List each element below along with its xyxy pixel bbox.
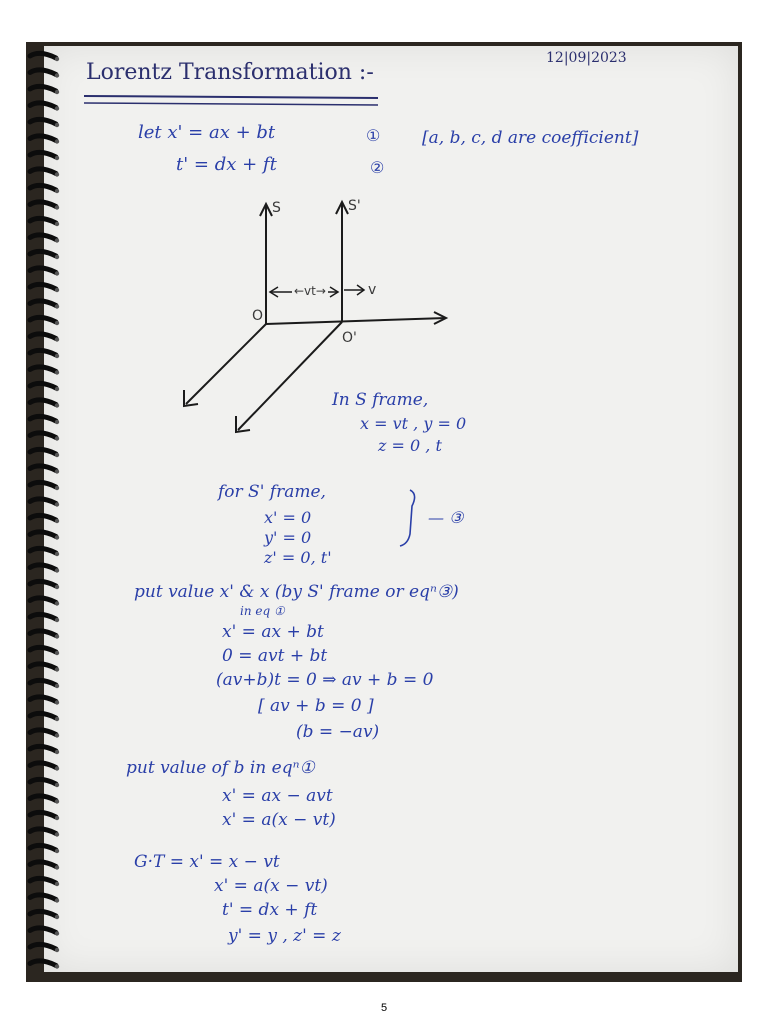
s-prime-line-1: x' = 0 — [264, 508, 312, 527]
in-eq-note: in eq ① — [240, 604, 285, 618]
derivation-line-5: (b = −av) — [296, 722, 380, 742]
page-title: Lorentz Transformation :- — [86, 60, 374, 85]
page-number: 5 — [380, 1002, 388, 1014]
derivation-line-8: x' = a(x − vt) — [214, 876, 328, 896]
equation-2: t' = dx + ft — [176, 154, 277, 175]
velocity-label: v — [368, 282, 377, 298]
derivation-line-9: t' = dx + ft — [222, 900, 318, 920]
origin-label-o-prime: O' — [342, 330, 357, 346]
derivation-line-2: 0 = avt + bt — [222, 646, 328, 666]
equation-1: let x' = ax + bt — [138, 122, 276, 143]
date-label: 12|09|2023 — [546, 50, 627, 66]
derivation-line-1: x' = ax + bt — [222, 622, 324, 642]
derivation-line-4: [ av + b = 0 ] — [258, 696, 374, 716]
axis-label-s-prime: S' — [348, 198, 361, 214]
gt-line: G·T = x' = x − vt — [134, 852, 280, 872]
origin-label-o: O — [252, 308, 264, 324]
derivation-line-7: x' = a(x − vt) — [222, 810, 336, 830]
derivation-line-10: y' = y , z' = z — [228, 926, 341, 946]
put-b-line: put value of b in eqⁿ① — [126, 758, 315, 778]
s-prime-frame-heading: for S' frame, — [218, 482, 326, 502]
equation-3-tag: — ③ — [428, 508, 464, 527]
equation-2-tag: ② — [370, 158, 385, 177]
put-value-line: put value x' & x (by S' frame or eqⁿ③) — [134, 582, 459, 602]
derivation-line-6: x' = ax − avt — [222, 786, 333, 806]
notebook-photo — [26, 42, 742, 982]
equation-1-tag: ① — [366, 126, 381, 145]
distance-label: ←vt→ — [294, 284, 326, 298]
s-prime-line-2: y' = 0 — [264, 528, 312, 547]
brace-mark — [26, 42, 742, 982]
coefficient-note: [a, b, c, d are coefficient] — [422, 128, 639, 148]
derivation-line-3: (av+b)t = 0 ⇒ av + b = 0 — [216, 670, 434, 690]
s-frame-line-2: z = 0 , t — [378, 436, 442, 455]
s-prime-line-3: z' = 0, t' — [264, 548, 332, 567]
axis-label-s: S — [272, 200, 281, 216]
s-frame-line-1: x = vt , y = 0 — [360, 414, 467, 433]
s-frame-heading: In S frame, — [332, 390, 429, 410]
